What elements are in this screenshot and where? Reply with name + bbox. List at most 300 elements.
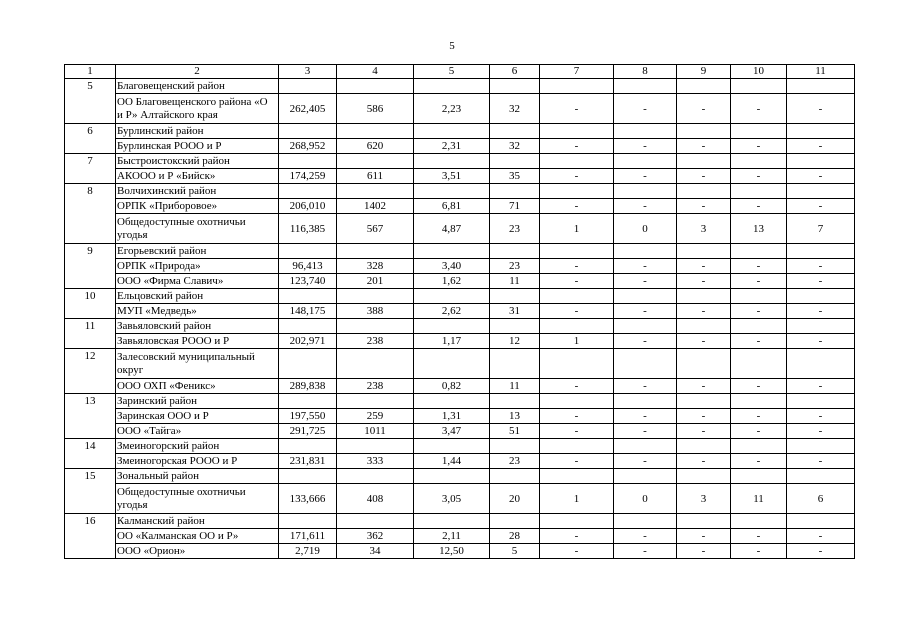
- value-cell: -: [614, 379, 677, 394]
- empty-cell: [677, 319, 731, 334]
- table-row: [65, 544, 855, 559]
- table-row: [65, 424, 855, 439]
- value-cell: -: [787, 274, 855, 289]
- value-cell: 171,611: [279, 529, 337, 544]
- empty-cell: [731, 289, 787, 304]
- table-row: [65, 409, 855, 424]
- column-header: 2: [116, 65, 279, 79]
- value-cell: 333: [337, 454, 414, 469]
- row-number: 14: [65, 439, 116, 469]
- value-cell: 202,971: [279, 334, 337, 349]
- value-cell: 2,31: [414, 139, 490, 154]
- empty-cell: [337, 79, 414, 94]
- column-header: 3: [279, 65, 337, 79]
- value-cell: 0: [614, 214, 677, 244]
- value-cell: -: [731, 544, 787, 559]
- district-name: Волчихинский район: [116, 184, 279, 199]
- value-cell: -: [731, 424, 787, 439]
- hunting-grounds-table: [64, 64, 855, 559]
- district-name: Егорьевский район: [116, 244, 279, 259]
- table-row: [65, 334, 855, 349]
- empty-cell: [279, 289, 337, 304]
- value-cell: -: [677, 544, 731, 559]
- empty-cell: [337, 154, 414, 169]
- empty-cell: [677, 184, 731, 199]
- empty-cell: [279, 124, 337, 139]
- empty-cell: [677, 244, 731, 259]
- value-cell: 2,23: [414, 94, 490, 124]
- value-cell: -: [614, 424, 677, 439]
- row-number: 15: [65, 469, 116, 514]
- empty-cell: [787, 319, 855, 334]
- empty-cell: [614, 319, 677, 334]
- value-cell: 1,31: [414, 409, 490, 424]
- empty-cell: [787, 514, 855, 529]
- value-cell: 4,87: [414, 214, 490, 244]
- value-cell: 2,62: [414, 304, 490, 319]
- empty-cell: [614, 349, 677, 379]
- value-cell: -: [677, 379, 731, 394]
- value-cell: 11: [490, 274, 540, 289]
- empty-cell: [677, 349, 731, 379]
- empty-cell: [279, 79, 337, 94]
- empty-cell: [337, 289, 414, 304]
- empty-cell: [677, 154, 731, 169]
- value-cell: -: [787, 379, 855, 394]
- empty-cell: [614, 244, 677, 259]
- value-cell: 3,05: [414, 484, 490, 514]
- value-cell: 567: [337, 214, 414, 244]
- value-cell: -: [787, 529, 855, 544]
- value-cell: -: [614, 454, 677, 469]
- table-row: [65, 139, 855, 154]
- empty-cell: [731, 439, 787, 454]
- organization-name: ООО «Фирма Славич»: [116, 274, 279, 289]
- value-cell: 23: [490, 259, 540, 274]
- organization-name: Бурлинская РООО и Р: [116, 139, 279, 154]
- organization-name: АКООО и Р «Бийск»: [116, 169, 279, 184]
- value-cell: -: [540, 169, 614, 184]
- value-cell: 1402: [337, 199, 414, 214]
- value-cell: -: [731, 274, 787, 289]
- row-number: 11: [65, 319, 116, 349]
- empty-cell: [490, 514, 540, 529]
- value-cell: -: [677, 94, 731, 124]
- empty-cell: [540, 394, 614, 409]
- district-row: [65, 184, 855, 199]
- empty-cell: [490, 289, 540, 304]
- empty-cell: [540, 244, 614, 259]
- value-cell: 0: [614, 484, 677, 514]
- value-cell: -: [540, 139, 614, 154]
- value-cell: -: [787, 304, 855, 319]
- empty-cell: [677, 469, 731, 484]
- district-row: [65, 469, 855, 484]
- value-cell: 0,82: [414, 379, 490, 394]
- empty-cell: [731, 319, 787, 334]
- empty-cell: [414, 394, 490, 409]
- column-header: 10: [731, 65, 787, 79]
- value-cell: 268,952: [279, 139, 337, 154]
- empty-cell: [677, 439, 731, 454]
- value-cell: 13: [731, 214, 787, 244]
- value-cell: 291,725: [279, 424, 337, 439]
- district-row: [65, 79, 855, 94]
- value-cell: -: [677, 259, 731, 274]
- value-cell: 328: [337, 259, 414, 274]
- empty-cell: [614, 394, 677, 409]
- empty-cell: [279, 394, 337, 409]
- value-cell: -: [614, 334, 677, 349]
- value-cell: 3,51: [414, 169, 490, 184]
- empty-cell: [490, 394, 540, 409]
- district-name: Зональный район: [116, 469, 279, 484]
- empty-cell: [614, 289, 677, 304]
- value-cell: -: [614, 169, 677, 184]
- empty-cell: [731, 154, 787, 169]
- organization-name: ОО Благовещенского района «О и Р» Алтайского края: [116, 94, 279, 124]
- table-row: [65, 484, 855, 514]
- value-cell: 201: [337, 274, 414, 289]
- empty-cell: [614, 79, 677, 94]
- district-row: [65, 319, 855, 334]
- empty-cell: [787, 439, 855, 454]
- empty-cell: [731, 124, 787, 139]
- empty-cell: [787, 124, 855, 139]
- organization-name: ОРПК «Природа»: [116, 259, 279, 274]
- value-cell: 6,81: [414, 199, 490, 214]
- empty-cell: [787, 184, 855, 199]
- empty-cell: [490, 244, 540, 259]
- value-cell: 1: [540, 484, 614, 514]
- empty-cell: [414, 439, 490, 454]
- value-cell: -: [787, 199, 855, 214]
- empty-cell: [414, 244, 490, 259]
- district-row: [65, 439, 855, 454]
- district-name: Быстроистокский район: [116, 154, 279, 169]
- value-cell: 20: [490, 484, 540, 514]
- value-cell: 123,740: [279, 274, 337, 289]
- empty-cell: [279, 184, 337, 199]
- column-header: 11: [787, 65, 855, 79]
- empty-cell: [414, 319, 490, 334]
- district-name: Завьяловский район: [116, 319, 279, 334]
- value-cell: 238: [337, 334, 414, 349]
- column-header: 6: [490, 65, 540, 79]
- value-cell: 259: [337, 409, 414, 424]
- value-cell: -: [787, 424, 855, 439]
- district-name: Благовещенский район: [116, 79, 279, 94]
- empty-cell: [787, 289, 855, 304]
- district-row: [65, 289, 855, 304]
- empty-cell: [490, 319, 540, 334]
- empty-cell: [490, 124, 540, 139]
- value-cell: 12: [490, 334, 540, 349]
- table-row: [65, 454, 855, 469]
- value-cell: -: [677, 334, 731, 349]
- column-header: 9: [677, 65, 731, 79]
- organization-name: ООО «Орион»: [116, 544, 279, 559]
- empty-cell: [731, 394, 787, 409]
- value-cell: -: [540, 274, 614, 289]
- table-row: [65, 529, 855, 544]
- empty-cell: [677, 79, 731, 94]
- value-cell: 586: [337, 94, 414, 124]
- organization-name: Завьяловская РООО и Р: [116, 334, 279, 349]
- value-cell: 51: [490, 424, 540, 439]
- value-cell: -: [787, 139, 855, 154]
- empty-cell: [677, 514, 731, 529]
- value-cell: 5: [490, 544, 540, 559]
- empty-cell: [731, 349, 787, 379]
- value-cell: -: [731, 454, 787, 469]
- empty-cell: [787, 349, 855, 379]
- value-cell: -: [731, 94, 787, 124]
- empty-cell: [337, 124, 414, 139]
- value-cell: -: [731, 409, 787, 424]
- empty-cell: [677, 124, 731, 139]
- empty-cell: [337, 469, 414, 484]
- value-cell: -: [731, 334, 787, 349]
- district-name: Бурлинский район: [116, 124, 279, 139]
- empty-cell: [540, 319, 614, 334]
- value-cell: 620: [337, 139, 414, 154]
- row-number: 8: [65, 184, 116, 244]
- district-row: [65, 154, 855, 169]
- value-cell: 133,666: [279, 484, 337, 514]
- row-number: 9: [65, 244, 116, 289]
- value-cell: 32: [490, 94, 540, 124]
- value-cell: -: [677, 529, 731, 544]
- value-cell: -: [787, 409, 855, 424]
- value-cell: 34: [337, 544, 414, 559]
- empty-cell: [540, 349, 614, 379]
- empty-cell: [414, 79, 490, 94]
- empty-cell: [540, 184, 614, 199]
- district-row: [65, 514, 855, 529]
- district-row: [65, 124, 855, 139]
- value-cell: -: [787, 334, 855, 349]
- district-name: Змеиногорский район: [116, 439, 279, 454]
- empty-cell: [731, 514, 787, 529]
- empty-cell: [279, 439, 337, 454]
- value-cell: 3: [677, 484, 731, 514]
- value-cell: 96,413: [279, 259, 337, 274]
- table-row: [65, 199, 855, 214]
- value-cell: 2,719: [279, 544, 337, 559]
- table-row: [65, 304, 855, 319]
- empty-cell: [279, 319, 337, 334]
- value-cell: -: [540, 259, 614, 274]
- value-cell: -: [540, 409, 614, 424]
- organization-name: МУП «Медведь»: [116, 304, 279, 319]
- empty-cell: [414, 514, 490, 529]
- row-number: 12: [65, 349, 116, 394]
- empty-cell: [731, 79, 787, 94]
- empty-cell: [414, 469, 490, 484]
- value-cell: -: [787, 169, 855, 184]
- organization-name: Змеиногорская РООО и Р: [116, 454, 279, 469]
- empty-cell: [414, 349, 490, 379]
- page-number: 5: [449, 40, 455, 52]
- empty-cell: [731, 469, 787, 484]
- value-cell: 388: [337, 304, 414, 319]
- table-row: [65, 169, 855, 184]
- row-number: 13: [65, 394, 116, 439]
- value-cell: 1,62: [414, 274, 490, 289]
- value-cell: -: [540, 304, 614, 319]
- value-cell: 116,385: [279, 214, 337, 244]
- value-cell: -: [677, 274, 731, 289]
- empty-cell: [414, 124, 490, 139]
- value-cell: -: [677, 424, 731, 439]
- empty-cell: [540, 79, 614, 94]
- value-cell: 1: [540, 334, 614, 349]
- column-header: 8: [614, 65, 677, 79]
- value-cell: 1,17: [414, 334, 490, 349]
- empty-cell: [540, 469, 614, 484]
- value-cell: 3: [677, 214, 731, 244]
- empty-cell: [787, 79, 855, 94]
- value-cell: 197,550: [279, 409, 337, 424]
- empty-cell: [414, 154, 490, 169]
- empty-cell: [279, 469, 337, 484]
- value-cell: -: [540, 529, 614, 544]
- value-cell: -: [614, 274, 677, 289]
- value-cell: -: [540, 454, 614, 469]
- value-cell: -: [540, 544, 614, 559]
- value-cell: 13: [490, 409, 540, 424]
- value-cell: 262,405: [279, 94, 337, 124]
- column-header: 4: [337, 65, 414, 79]
- organization-name: Общедоступные охотничьи угодья: [116, 214, 279, 244]
- table-row: [65, 274, 855, 289]
- organization-name: ОРПК «Приборовое»: [116, 199, 279, 214]
- value-cell: -: [787, 259, 855, 274]
- row-number: 7: [65, 154, 116, 184]
- value-cell: 7: [787, 214, 855, 244]
- value-cell: -: [540, 424, 614, 439]
- empty-cell: [787, 469, 855, 484]
- empty-cell: [490, 439, 540, 454]
- value-cell: 238: [337, 379, 414, 394]
- empty-cell: [279, 349, 337, 379]
- empty-cell: [490, 349, 540, 379]
- column-header: 7: [540, 65, 614, 79]
- empty-cell: [614, 514, 677, 529]
- value-cell: 23: [490, 214, 540, 244]
- value-cell: 31: [490, 304, 540, 319]
- district-name: Калманский район: [116, 514, 279, 529]
- row-number: 5: [65, 79, 116, 124]
- column-header: 1: [65, 65, 116, 79]
- empty-cell: [414, 184, 490, 199]
- organization-name: Общедоступные охотничьи угодья: [116, 484, 279, 514]
- value-cell: 3,47: [414, 424, 490, 439]
- value-cell: -: [677, 169, 731, 184]
- value-cell: -: [731, 304, 787, 319]
- district-name: Залесовский муниципальный округ: [116, 349, 279, 379]
- value-cell: 11: [731, 484, 787, 514]
- value-cell: -: [731, 169, 787, 184]
- empty-cell: [540, 154, 614, 169]
- value-cell: -: [677, 409, 731, 424]
- row-number: 6: [65, 124, 116, 154]
- value-cell: -: [677, 199, 731, 214]
- empty-cell: [337, 184, 414, 199]
- value-cell: -: [787, 544, 855, 559]
- value-cell: 2,11: [414, 529, 490, 544]
- value-cell: 611: [337, 169, 414, 184]
- value-cell: 23: [490, 454, 540, 469]
- value-cell: 12,50: [414, 544, 490, 559]
- table-row: [65, 379, 855, 394]
- value-cell: -: [731, 199, 787, 214]
- organization-name: ООО «Тайга»: [116, 424, 279, 439]
- district-name: Заринский район: [116, 394, 279, 409]
- value-cell: 71: [490, 199, 540, 214]
- value-cell: 174,259: [279, 169, 337, 184]
- row-number: 16: [65, 514, 116, 559]
- value-cell: 362: [337, 529, 414, 544]
- empty-cell: [279, 514, 337, 529]
- value-cell: 408: [337, 484, 414, 514]
- table-row: [65, 214, 855, 244]
- value-cell: 35: [490, 169, 540, 184]
- empty-cell: [337, 394, 414, 409]
- empty-cell: [614, 184, 677, 199]
- empty-cell: [787, 244, 855, 259]
- value-cell: -: [731, 379, 787, 394]
- table-row: [65, 259, 855, 274]
- value-cell: -: [787, 94, 855, 124]
- value-cell: 289,838: [279, 379, 337, 394]
- empty-cell: [614, 124, 677, 139]
- value-cell: -: [731, 259, 787, 274]
- organization-name: ОО «Калманская ОО и Р»: [116, 529, 279, 544]
- value-cell: -: [614, 139, 677, 154]
- value-cell: -: [614, 304, 677, 319]
- value-cell: -: [614, 529, 677, 544]
- value-cell: 32: [490, 139, 540, 154]
- value-cell: -: [614, 94, 677, 124]
- empty-cell: [337, 514, 414, 529]
- empty-cell: [337, 244, 414, 259]
- empty-cell: [614, 439, 677, 454]
- value-cell: 1011: [337, 424, 414, 439]
- district-row: [65, 244, 855, 259]
- empty-cell: [540, 289, 614, 304]
- value-cell: -: [787, 454, 855, 469]
- value-cell: 28: [490, 529, 540, 544]
- column-header: 5: [414, 65, 490, 79]
- header-row: [65, 65, 855, 79]
- empty-cell: [490, 154, 540, 169]
- value-cell: 148,175: [279, 304, 337, 319]
- table-row: [65, 94, 855, 124]
- district-name: Ельцовский район: [116, 289, 279, 304]
- empty-cell: [414, 289, 490, 304]
- value-cell: 6: [787, 484, 855, 514]
- value-cell: 1: [540, 214, 614, 244]
- empty-cell: [279, 244, 337, 259]
- value-cell: -: [540, 379, 614, 394]
- empty-cell: [490, 469, 540, 484]
- district-row: [65, 349, 855, 379]
- empty-cell: [337, 439, 414, 454]
- empty-cell: [490, 79, 540, 94]
- empty-cell: [337, 319, 414, 334]
